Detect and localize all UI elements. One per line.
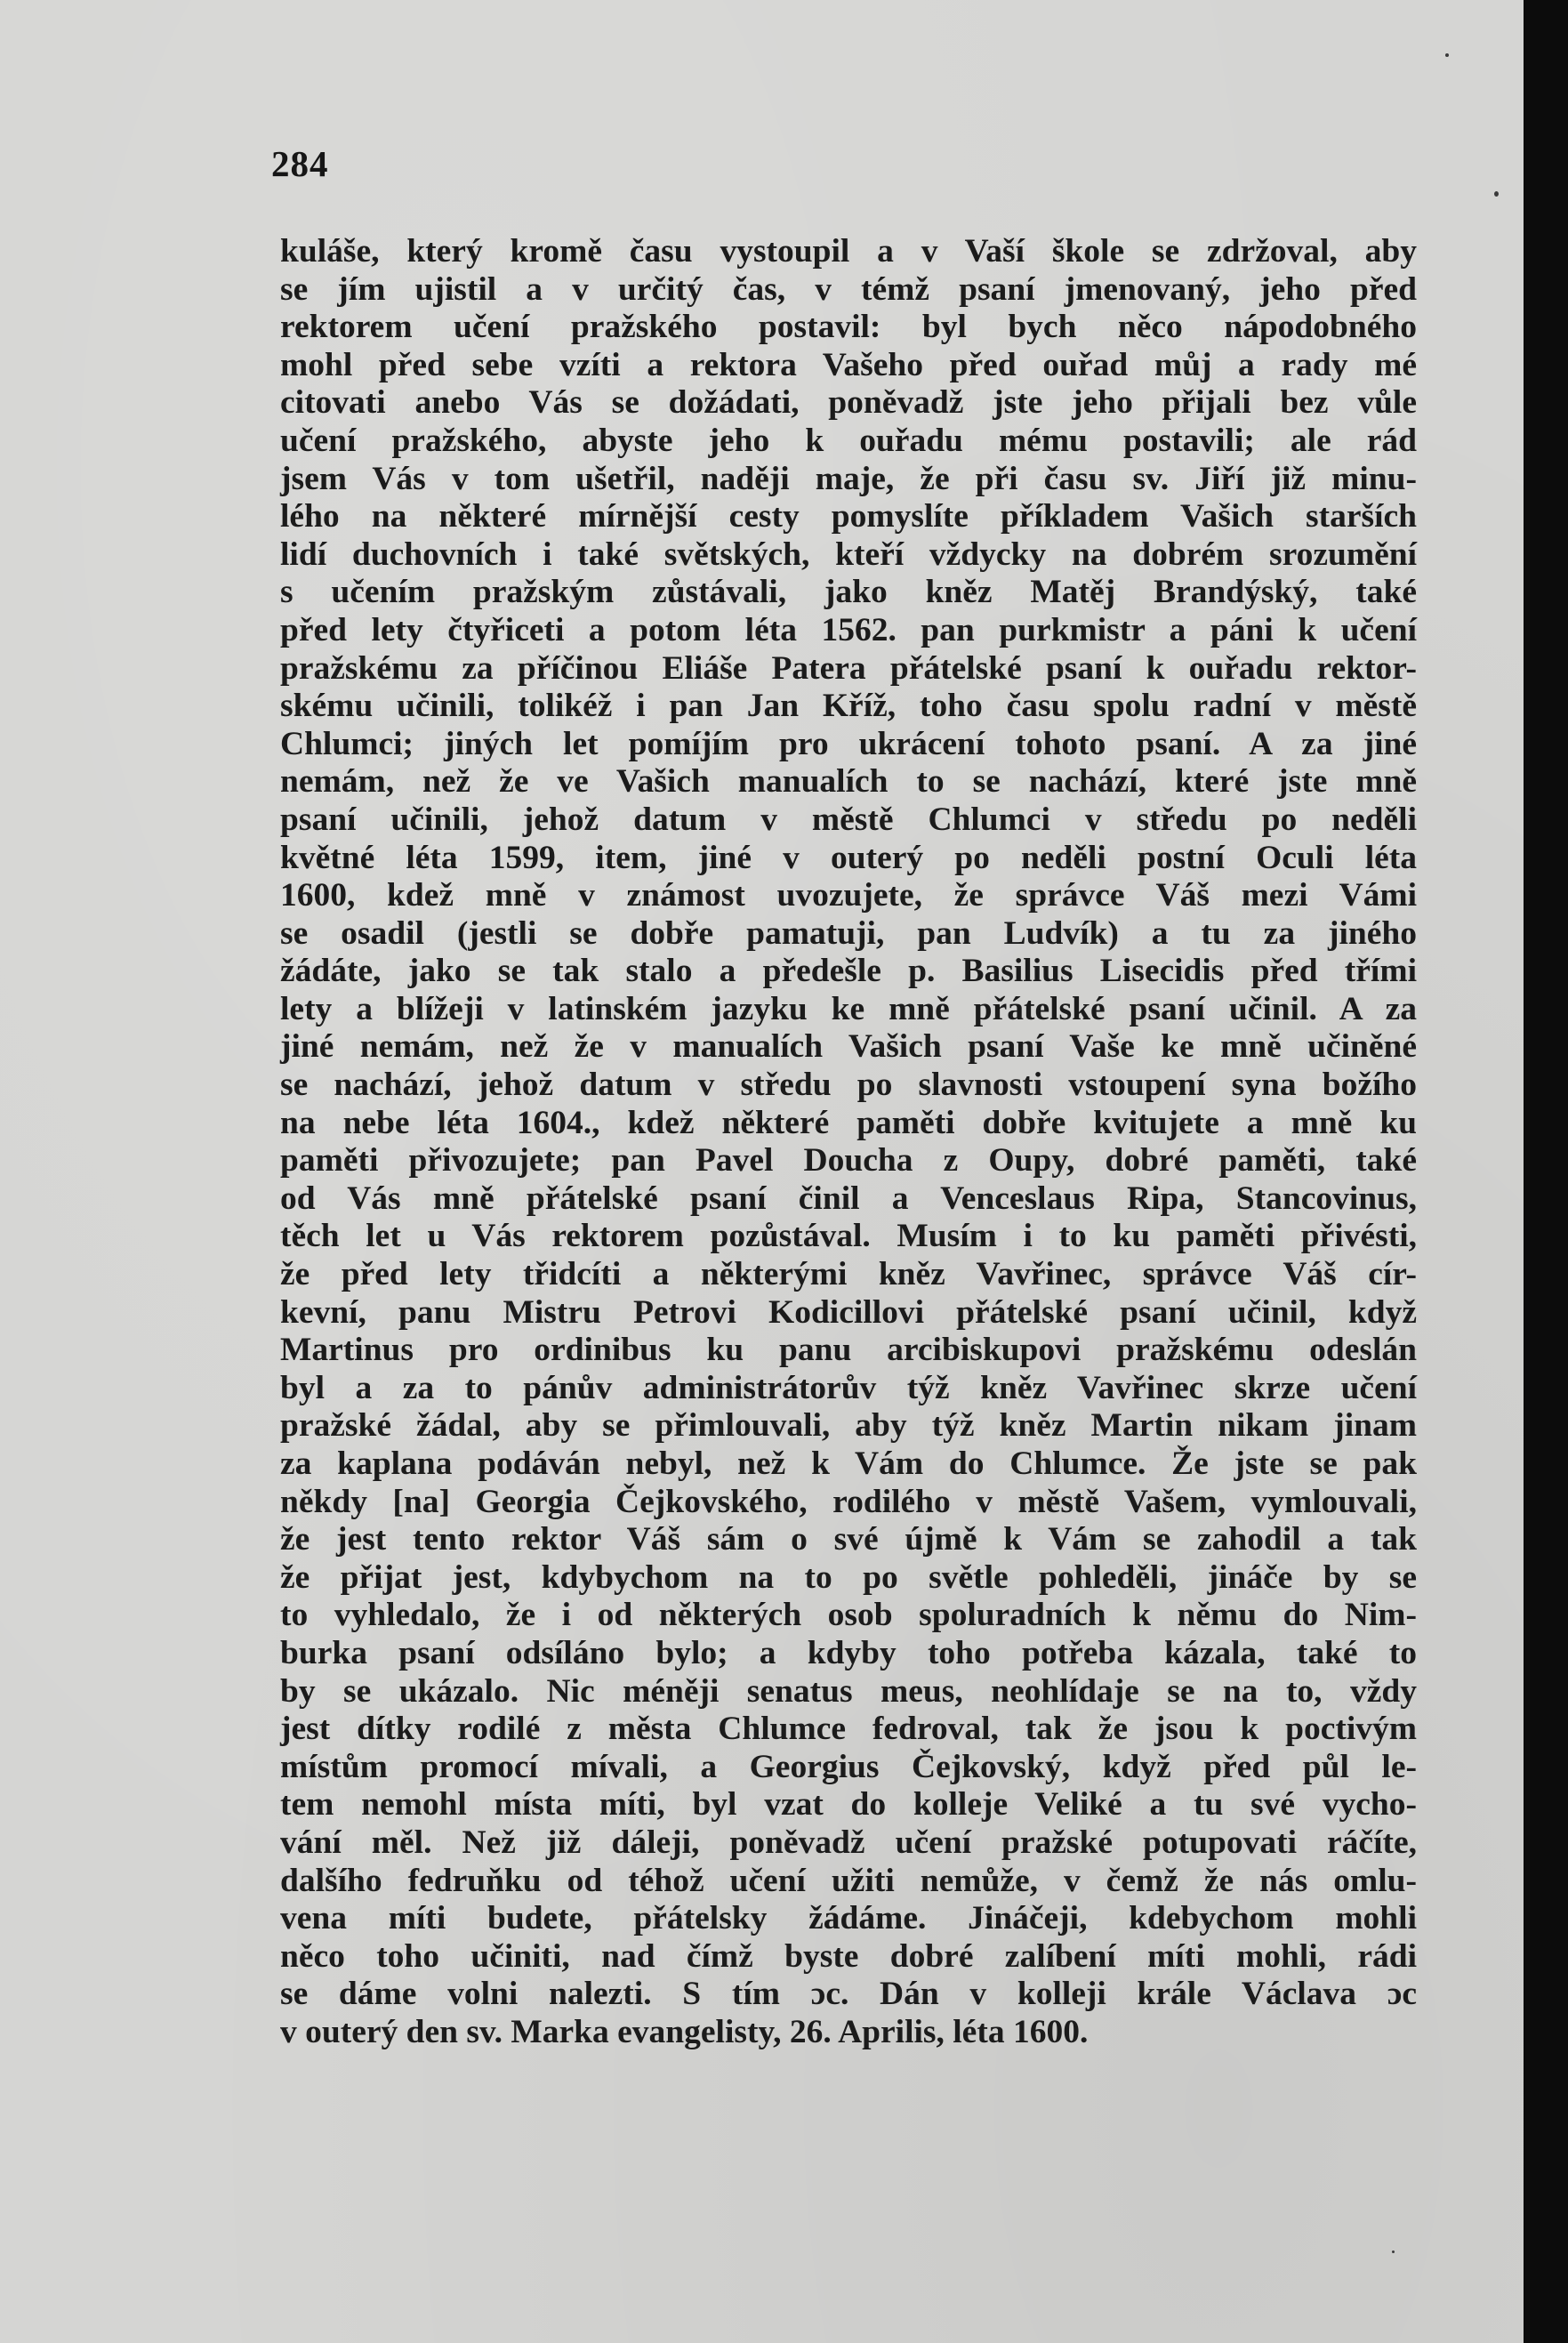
text-line: květné léta 1599, item, jiné v outerý po neděli postní Oculi léta <box>280 839 1417 876</box>
text-line: psaní učinili, jehož datum v městě Chlumci v středu po neděli <box>280 801 1417 838</box>
print-speck <box>1445 53 1449 57</box>
text-line: něco toho učiniti, nad čímž byste dobré zalíbení míti mohli, rádi <box>280 1937 1417 1975</box>
text-line: od Vás mně přátelské psaní činil a Venceslaus Ripa, Stancovinus, <box>280 1180 1417 1217</box>
text-line: nemám, než že ve Vašich manualích to se nachází, které jste mně <box>280 763 1417 801</box>
text-line: rektorem učení pražského postavil: byl bych něco nápodobného <box>280 309 1417 346</box>
text-line: pražskému za příčinou Eliáše Patera přátelské psaní k ouřadu rektor- <box>280 649 1417 687</box>
scan-edge <box>1524 0 1568 2343</box>
print-speck <box>1392 2250 1395 2253</box>
print-speck <box>1494 191 1499 197</box>
text-line: těch let u Vás rektorem pozůstával. Musím i to ku paměti přivésti, <box>280 1218 1417 1255</box>
text-line: že jest tento rektor Váš sám o své újmě k Vám se zahodil a tak <box>280 1521 1417 1558</box>
text-line: Chlumci; jiných let pomíjím pro ukrácení tohoto psaní. A za jiné <box>280 725 1417 762</box>
text-line: kevní, panu Mistru Petrovi Kodicillovi přátelské psaní učinil, když <box>280 1293 1417 1331</box>
text-line: byl a za to pánův administrátorův týž kněz Vavřinec skrze učení <box>280 1369 1417 1406</box>
text-line: se dáme volni nalezti. S tím ɔc. Dán v kolleji krále Václava ɔc <box>280 1976 1417 2013</box>
text-line: kuláše, který kromě času vystoupil a v Vaší škole se zdržoval, aby <box>280 233 1417 270</box>
text-line: v outerý den sv. Marka evangelisty, 26. Aprilis, léta 1600. <box>280 2013 1089 2050</box>
text-line: mohl před sebe vzíti a rektora Vašeho před ouřad můj a rady mé <box>280 346 1417 383</box>
text-line: to vyhledalo, že i od některých osob spoluradních k němu do Nim- <box>280 1597 1417 1634</box>
text-line: dalšího fedruňku od téhož učení užiti nemůže, v čemž že nás omlu- <box>280 1862 1417 1899</box>
text-line: pražské žádal, aby se přimlouvali, aby týž kněz Martin nikam jinam <box>280 1407 1417 1445</box>
text-line: vena míti budete, přátelsky žádáme. Jináčeji, kdebychom mohli <box>280 1900 1417 1937</box>
text-line: se nachází, jehož datum v středu po slavnosti vstoupení syna božího <box>280 1067 1417 1104</box>
text-line: tem nemohl místa míti, byl vzat do kolleje Veliké a tu své vycho- <box>280 1786 1417 1824</box>
text-line: Martinus pro ordinibus ku panu arcibiskupovi pražskému odeslán <box>280 1332 1417 1369</box>
text-line: skému učinili, tolikéž i pan Jan Kříž, toho času spolu radní v městě <box>280 688 1417 725</box>
text-line: že před lety třidcíti a některými kněz Vavřinec, správce Váš cír- <box>280 1256 1417 1293</box>
text-line: 1600, kdež mně v známost uvozujete, že správce Váš mezi Vámi <box>280 877 1417 914</box>
text-line: učení pražského, abyste jeho k ouřadu mému postavili; ale rád <box>280 422 1417 459</box>
text-line: se osadil (jestli se dobře pamatuji, pan Ludvík) a tu za jiného <box>280 914 1417 952</box>
text-line: citovati anebo Vás se dožádati, poněvadž jste jeho přijali bez vůle <box>280 384 1417 422</box>
text-line: se jím ujistil a v určitý čas, v témž psaní jmenovaný, jeho před <box>280 270 1417 308</box>
text-line: vání měl. Než již dáleji, poněvadž učení pražské potupovati ráčíte, <box>280 1824 1417 1861</box>
text-line: lidí duchovních i také světských, kteří vždycky na dobrém srozumění <box>280 535 1417 573</box>
page-number: 284 <box>271 143 329 184</box>
text-line: jiné nemám, než že v manualích Vašich psaní Vaše ke mně učiněné <box>280 1028 1417 1066</box>
text-line: burka psaní odsíláno bylo; a kdyby toho potřeba kázala, také to <box>280 1634 1417 1671</box>
text-line: za kaplana podáván nebyl, než k Vám do Chlumce. Že jste se pak <box>280 1445 1417 1482</box>
text-line: že přijat jest, kdybychom na to po světle pohleděli, jináče by se <box>280 1558 1417 1596</box>
text-line: s učením pražským zůstávali, jako kněz Matěj Brandýský, také <box>280 574 1417 611</box>
text-line: jest dítky rodilé z města Chlumce fedroval, tak že jsou k poctivým <box>280 1711 1417 1748</box>
text-line: před lety čtyřiceti a potom léta 1562. pan purkmistr a páni k učení <box>280 611 1417 648</box>
text-line: na nebe léta 1604., kdež některé paměti dobře kvitujete a mně ku <box>280 1104 1417 1141</box>
text-line: někdy [na] Georgia Čejkovského, rodilého v městě Vašem, vymlouvali, <box>280 1483 1417 1520</box>
text-line: lého na některé mírnější cesty pomyslíte příkladem Vašich starších <box>280 498 1417 535</box>
text-line: žádáte, jako se tak stalo a předešle p. Basilius Lisecidis před třími <box>280 953 1417 990</box>
body-text <box>280 233 1417 2052</box>
text-line: jsem Vás v tom ušetřil, naději maje, že při času sv. Jiří již minu- <box>280 460 1417 497</box>
text-line: lety a blížeji v latinském jazyku ke mně přátelské psaní učinil. A za <box>280 990 1417 1027</box>
text-line: místům promocí mívali, a Georgius Čejkovský, když před půl le- <box>280 1748 1417 1785</box>
text-line: by se ukázalo. Nic méněji senatus meus, neohlídaje se na to, vždy <box>280 1672 1417 1710</box>
text-line: paměti přivozujete; pan Pavel Doucha z Oupy, dobré paměti, také <box>280 1142 1417 1180</box>
